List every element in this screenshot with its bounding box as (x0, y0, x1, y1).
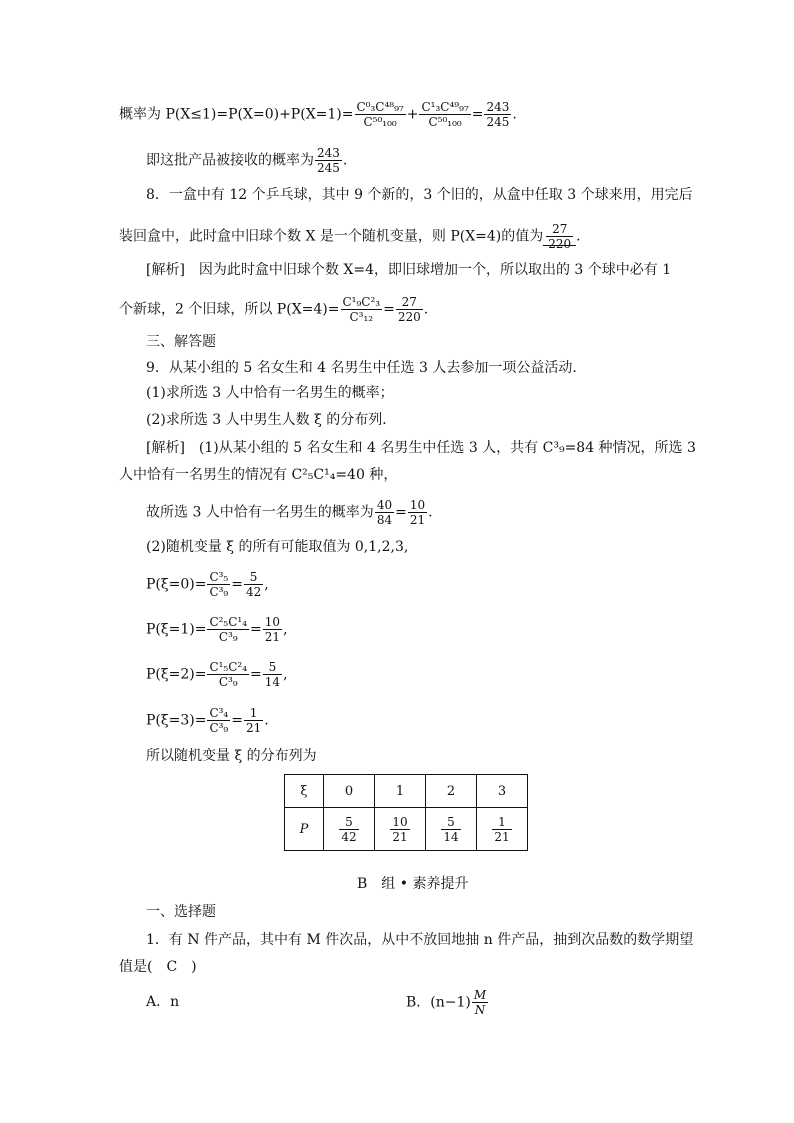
fraction: $\frac{\text{C³₄}}{\text{C³₉}}$ (209, 706, 229, 735)
fraction: $\frac{M}{N}$ (473, 988, 487, 1017)
prob-line: 概率为 P(X≤1)=P(X=0)+P(X=1)= $\frac{\text{C⁰₃C⁴⁸₉₇}}{\text{C⁵⁰₁₀₀}}$ + $\frac{\text{C¹₃C⁴⁹₉₇}}{\text{C⁵⁰₁₀₀}}$ = $\frac{243}{245}$ . (119, 100, 517, 129)
fraction: $\frac{5}{14}$ (443, 814, 459, 844)
row-header: ξ (285, 775, 324, 808)
a9-line1: [解析] (1)从某小组的 5 名女生和 4 名男生中任选 3 人，共有 C³₉=84 种情况，所选 3 (146, 440, 696, 456)
accept-line: 即这批产品被接收的概率为 $\frac{243}{245}$ . (146, 146, 348, 175)
option-b: B．(n−1) $\frac{M}{N}$ (406, 988, 487, 1017)
table-cell (375, 808, 426, 851)
fraction: $\frac{27}{220}$ (548, 222, 572, 251)
p-xi-0: P(ξ=0)= $\frac{\text{C³₅}}{\text{C³₉}}$ = $\frac{5}{42}$ , (146, 570, 269, 599)
fraction: $\frac{\text{C⁰₃C⁴⁸₉₇}}{\text{C⁵⁰₁₀₀}}$ (356, 100, 404, 129)
fraction: $\frac{10}{21}$ (264, 615, 281, 644)
fraction: $\frac{40}{84}$ (376, 498, 393, 527)
table-cell: 0 (324, 775, 375, 808)
section-heading: 三、解答题 (146, 334, 216, 350)
table-cell: 3 (477, 775, 528, 808)
fraction: $\frac{243}{245}$ (317, 146, 340, 175)
fraction: $\frac{27}{220}$ (397, 295, 421, 324)
fraction: $\frac{\text{C³₅}}{\text{C³₉}}$ (209, 570, 229, 599)
a8-line2: 个新球，2 个旧球，所以 P(X=4)= $\frac{\text{C¹₉C²₃}}{\text{C³₁₂}}$ = $\frac{27}{220}$ . (119, 295, 429, 324)
fraction: $\frac{5}{14}$ (264, 660, 281, 689)
fraction: $\frac{\text{C¹₃C⁴⁹₉₇}}{\text{C⁵⁰₁₀₀}}$ (421, 100, 469, 129)
p-xi-1: P(ξ=1)= $\frac{\text{C²₅C¹₄}}{\text{C³₉}}$ = $\frac{10}{21}$ , (146, 615, 288, 644)
table-cell (426, 808, 477, 851)
fraction: $\frac{\text{C¹₅C²₄}}{\text{C³₉}}$ (209, 660, 248, 689)
fraction: $\frac{\text{C²₅C¹₄}}{\text{C³₉}}$ (209, 615, 248, 644)
q8-line2: 装回盒中，此时盒中旧球个数 X 是一个随机变量，则 P(X=4)的值为 $\frac{27}{220}$ . (119, 222, 581, 251)
a9-line3: 故所选 3 人中恰有一名男生的概率为 $\frac{40}{84}$ = $\frac{10}{21}$ . (146, 498, 433, 527)
group-b-heading: B 组 • 素养提升 (357, 876, 469, 892)
table-row (285, 775, 528, 808)
fraction: $\frac{5}{42}$ (341, 814, 357, 844)
q8-line1: 8．一盒中有 12 个乒乓球，其中 9 个新的，3 个旧的，从盒中任取 3 个球来用，用完后 (146, 187, 693, 203)
table-cell: 1 (375, 775, 426, 808)
qb1-line1: 1．有 N 件产品，其中有 M 件次品，从中不放回地抽 n 件产品，抽到次品数的数学期望 (146, 932, 694, 948)
fraction: $\frac{5}{42}$ (245, 570, 262, 599)
row-header: P (285, 808, 324, 851)
fraction: $\frac{\text{C¹₉C²₃}}{\text{C³₁₂}}$ (342, 295, 381, 324)
table-row (285, 808, 528, 851)
distribution-table (284, 774, 528, 851)
fraction: $\frac{10}{21}$ (409, 498, 426, 527)
fraction: $\frac{1}{21}$ (245, 706, 262, 735)
q9-part2: (2)求所选 3 人中男生人数 ξ 的分布列． (146, 412, 397, 428)
answer-blank (543, 222, 576, 251)
p-xi-2: P(ξ=2)= $\frac{\text{C¹₅C²₄}}{\text{C³₉}}$ = $\frac{5}{14}$ , (146, 660, 288, 689)
table-cell (324, 808, 375, 851)
table-cell: 2 (426, 775, 477, 808)
table-cell (477, 808, 528, 851)
p-xi-3: P(ξ=3)= $\frac{\text{C³₄}}{\text{C³₉}}$ = $\frac{1}{21}$ . (146, 706, 269, 735)
option-a: A．n (146, 994, 180, 1010)
a8-line1: [解析] 因为此时盒中旧球个数 X=4，即旧球增加一个，所以取出的 3 个球中必有 1 (146, 262, 672, 278)
fraction: $\frac{10}{21}$ (392, 814, 408, 844)
a9-line2: 人中恰有一名男生的情况有 C²₅C¹₄=40 种， (119, 467, 398, 483)
a9-line4: (2)随机变量 ξ 的所有可能取值为 0,1,2,3, (146, 539, 409, 555)
q9-part1: (1)求所选 3 人中恰有一名男生的概率； (146, 385, 394, 401)
section-b-heading: 一、选择题 (146, 904, 216, 920)
a9-conclusion: 所以随机变量 ξ 的分布列为 (146, 748, 317, 764)
fraction: $\frac{1}{21}$ (494, 814, 510, 844)
q9-stem: 9．从某小组的 5 名女生和 4 名男生中任选 3 人去参加一项公益活动． (146, 360, 587, 376)
qb1-line2: 值是( C ) (119, 959, 197, 975)
fraction: $\frac{243}{245}$ (486, 100, 510, 129)
